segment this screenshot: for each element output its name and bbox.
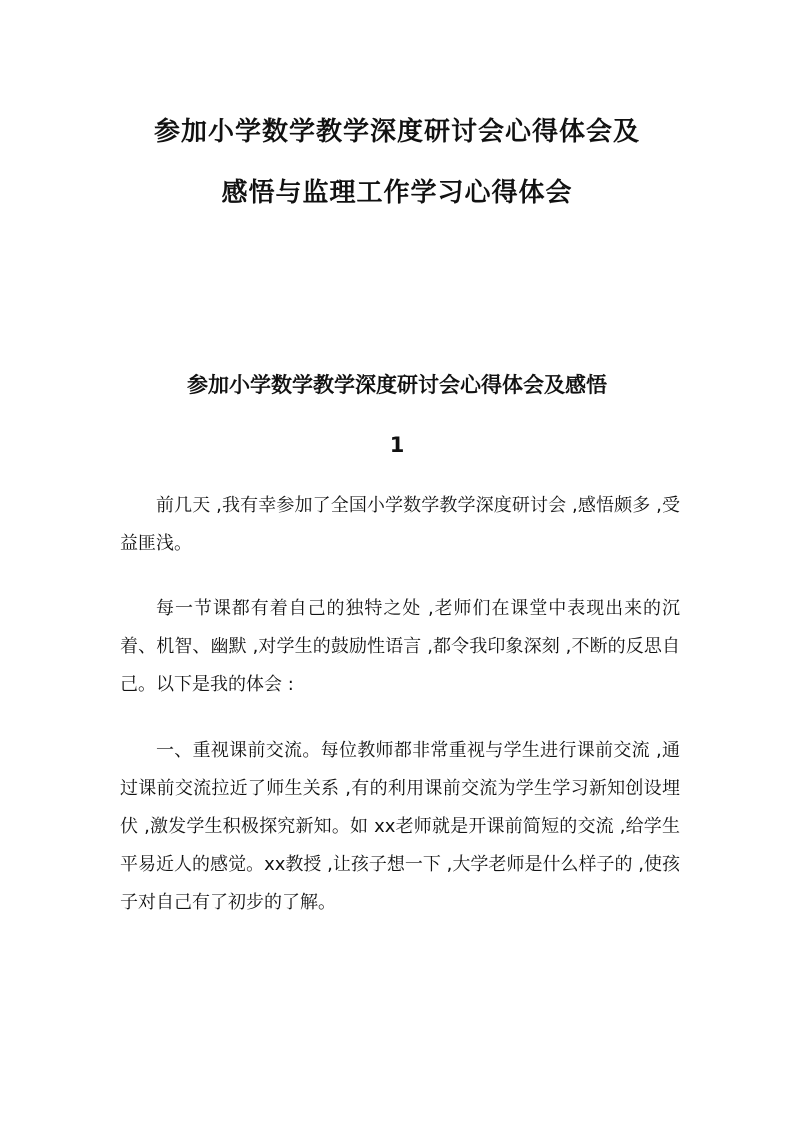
document-title-line-2: 感悟与监理工作学习心得体会 [221, 178, 573, 208]
body-paragraph-1: 前几天 ,我有幸参加了全国小学数学教学深度研讨会 ,感悟颇多 ,受益匪浅。 [120, 495, 680, 554]
body-paragraph-2: 每一节课都有着自己的独特之处 ,老师们在课堂中表现出来的沉着、机智、幽默 ,对学生的鼓励性语言 ,都令我印象深刻 ,不断的反思自己。以下是我的体会 : [120, 598, 680, 695]
body-paragraph-3: 一、重视课前交流。每位教师都非常重视与学生进行课前交流 ,通过课前交流拉近了师生关系 ,有的利用课前交流为学生学习新知创设埋伏 ,激发学生积极探究新知。如 xx老师就是开课前简短的交流 ,给学生平易近人的感觉。xx教授 ,让孩子想一下 ,大学老师是什么样子的 ,使孩子对自己有了初步的了解。 [120, 740, 680, 913]
document-title-line-1: 参加小学数学教学深度研讨会心得体会及 [153, 117, 640, 147]
section-title-line-2: 1 [389, 433, 405, 457]
section-title-line-1: 参加小学数学教学深度研讨会心得体会及感悟 [187, 373, 607, 397]
